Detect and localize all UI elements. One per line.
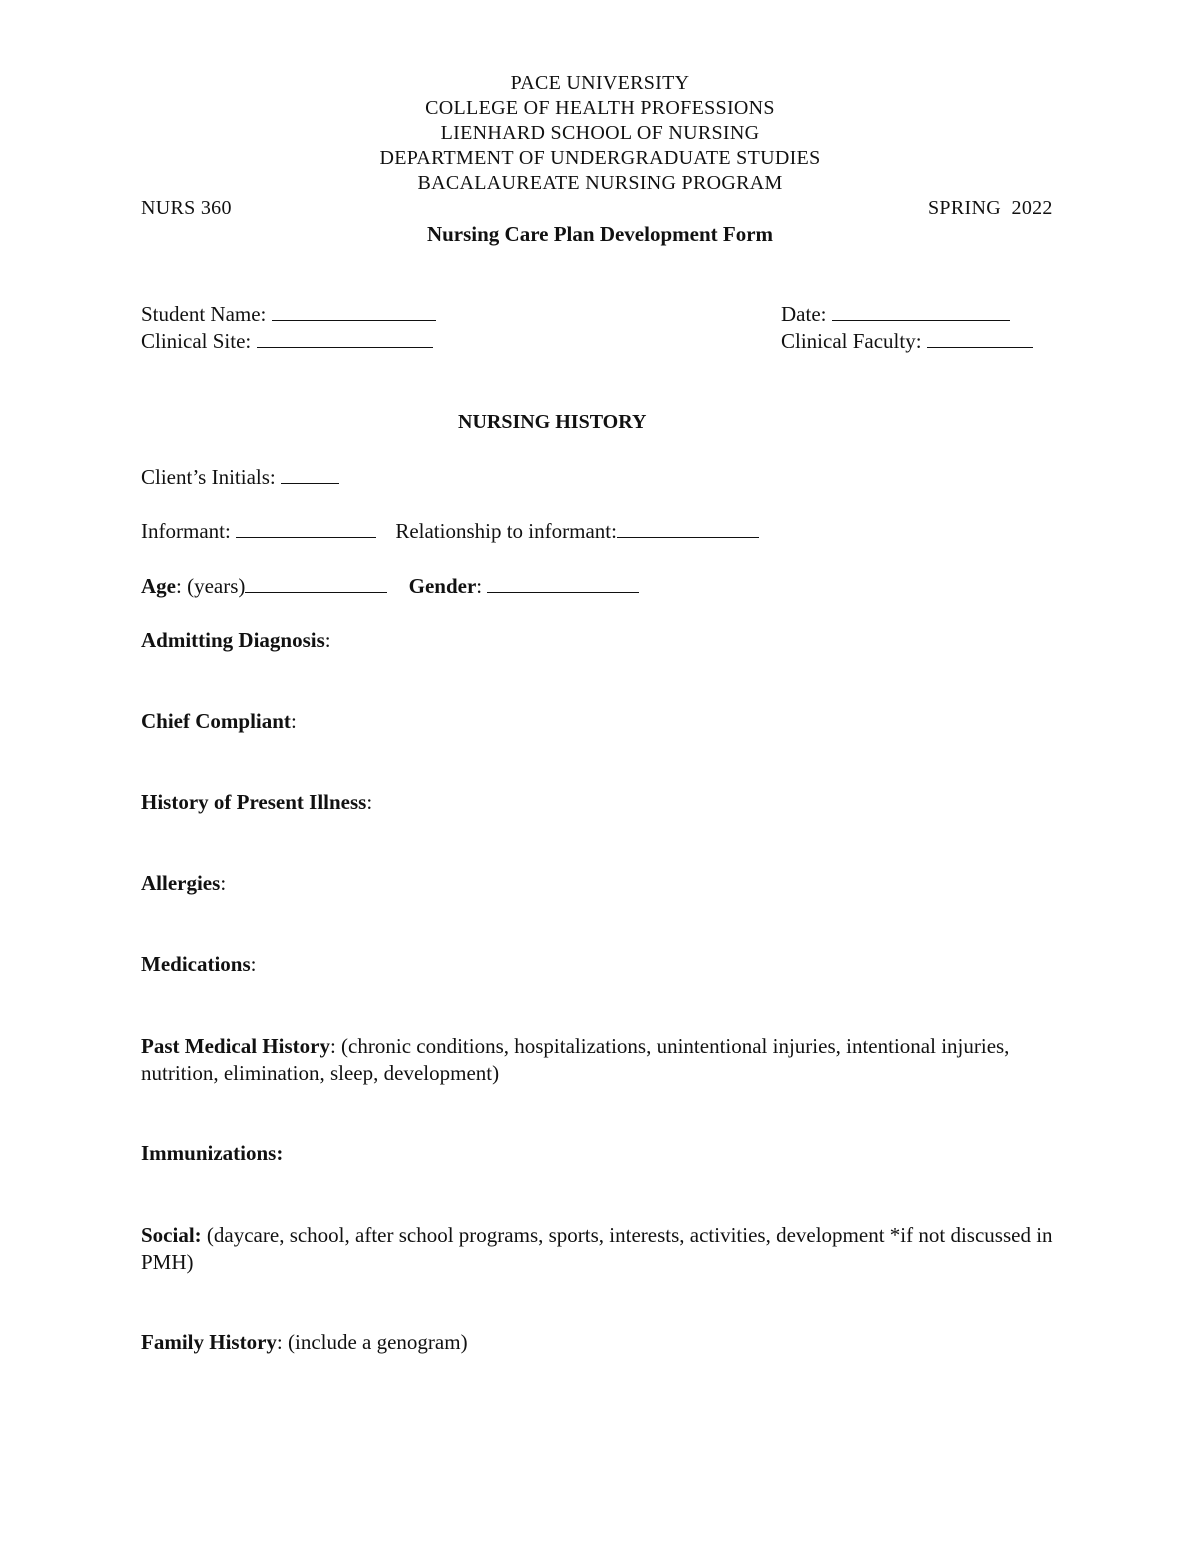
informant-row bbox=[141, 519, 759, 544]
colon: : bbox=[290, 709, 297, 733]
age-label: Age bbox=[141, 574, 176, 598]
clinical-faculty-label: Clinical Faculty: bbox=[781, 329, 922, 353]
university-name: PACE UNIVERSITY bbox=[510, 72, 690, 94]
gender-field[interactable] bbox=[487, 574, 639, 593]
colon: : bbox=[250, 952, 257, 976]
history-present-illness-heading bbox=[141, 790, 372, 815]
relationship-label: Relationship to informant: bbox=[395, 519, 617, 543]
admitting-diagnosis-heading bbox=[141, 628, 331, 653]
admitting-diagnosis-label: Admitting Diagnosis bbox=[141, 628, 325, 652]
clinical-site-row bbox=[141, 329, 433, 354]
social-note: (daycare, school, after school programs, sports, interests, activities, development *if not discussed in PMH) bbox=[141, 1223, 1053, 1274]
gender-label: Gender bbox=[408, 574, 477, 598]
age-suffix: : (years) bbox=[176, 574, 246, 598]
client-initials-field[interactable] bbox=[281, 465, 339, 484]
colon: : bbox=[324, 628, 331, 652]
client-initials-label: Client’s Initials: bbox=[141, 465, 276, 489]
informant-label: Informant: bbox=[141, 519, 231, 543]
clinical-faculty-row bbox=[781, 329, 1033, 354]
college-name: COLLEGE OF HEALTH PROFESSIONS bbox=[425, 97, 775, 119]
age-gender-row bbox=[141, 574, 639, 599]
age-field[interactable] bbox=[245, 574, 387, 593]
student-name-row bbox=[141, 302, 436, 327]
clinical-faculty-field[interactable] bbox=[927, 329, 1033, 348]
student-name-label: Student Name: bbox=[141, 302, 267, 326]
social-heading bbox=[141, 1222, 1061, 1276]
clinical-site-field[interactable] bbox=[257, 329, 433, 348]
family-history-note: : (include a genogram) bbox=[276, 1330, 468, 1354]
section-title: NURSING HISTORY bbox=[458, 411, 647, 433]
family-history-heading bbox=[141, 1330, 468, 1355]
course-code: NURS 360 bbox=[141, 197, 232, 219]
immunizations-heading: Immunizations: bbox=[141, 1141, 284, 1165]
department-name: DEPARTMENT OF UNDERGRADUATE STUDIES bbox=[379, 147, 821, 169]
medications-label: Medications bbox=[141, 952, 251, 976]
past-medical-history-note: : (chronic conditions, hospitalizations, unintentional injuries, intentional injuries, nutrition, elimination, sleep, development) bbox=[141, 1034, 1010, 1085]
student-name-field[interactable] bbox=[272, 302, 436, 321]
past-medical-history-heading bbox=[141, 1033, 1061, 1087]
medications-heading bbox=[141, 952, 257, 977]
program-name: BACALAUREATE NURSING PROGRAM bbox=[417, 172, 783, 194]
colon: : bbox=[366, 790, 373, 814]
colon: : bbox=[220, 871, 227, 895]
school-name: LIENHARD SCHOOL OF NURSING bbox=[440, 122, 760, 144]
date-row bbox=[781, 302, 1010, 327]
form-title: Nursing Care Plan Development Form bbox=[426, 222, 774, 246]
informant-field[interactable] bbox=[236, 519, 376, 538]
allergies-label: Allergies bbox=[141, 871, 221, 895]
client-initials-row bbox=[141, 465, 339, 490]
past-medical-history-label: Past Medical History bbox=[141, 1034, 330, 1058]
gender-suffix: : bbox=[476, 574, 483, 598]
history-present-illness-label: History of Present Illness bbox=[141, 790, 367, 814]
term: SPRING 2022 bbox=[928, 197, 1053, 219]
family-history-label: Family History bbox=[141, 1330, 277, 1354]
date-field[interactable] bbox=[832, 302, 1010, 321]
chief-complaint-heading bbox=[141, 709, 297, 734]
relationship-field[interactable] bbox=[617, 519, 759, 538]
chief-complaint-label: Chief Compliant bbox=[141, 709, 291, 733]
allergies-heading bbox=[141, 871, 226, 896]
clinical-site-label: Clinical Site: bbox=[141, 329, 252, 353]
date-label: Date: bbox=[781, 302, 827, 326]
social-label: Social: bbox=[141, 1223, 202, 1247]
